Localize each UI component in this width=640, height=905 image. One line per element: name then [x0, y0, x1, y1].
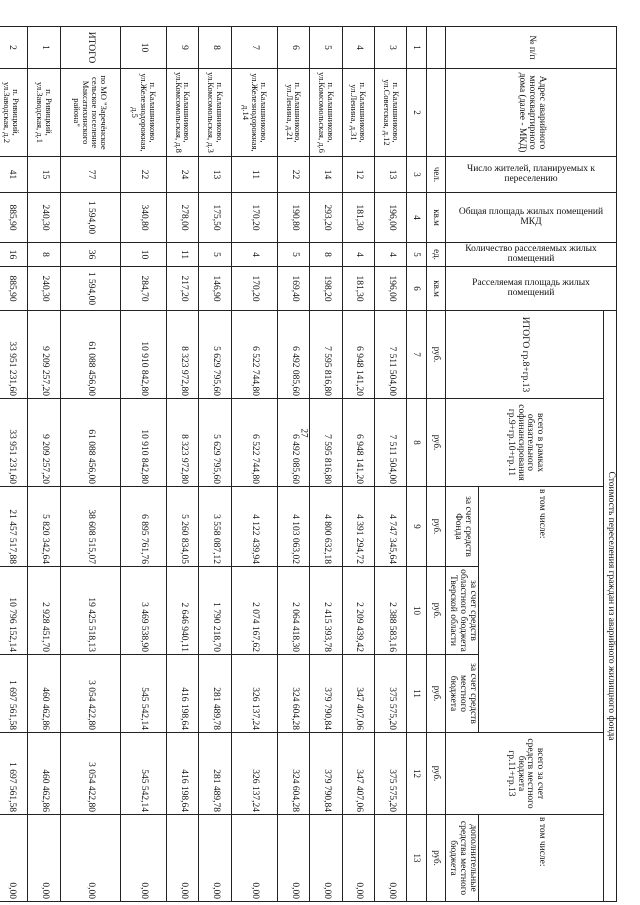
row-number-cell: 4: [342, 27, 374, 69]
table-row: [277, 27, 309, 902]
value-cell-c10: 2 928 451,70: [28, 567, 60, 655]
value-cell-c13: 0,00: [166, 815, 198, 902]
value-cell-c11: 379 790,84: [310, 655, 342, 733]
column-number-cell: 11: [407, 655, 426, 733]
unit-cell: руб.: [426, 399, 445, 487]
value-cell-c6: 1 594,00: [60, 267, 120, 311]
value-cell-c8: 9 209 257,20: [28, 399, 60, 487]
row-number-cell: ИТОГО: [60, 27, 120, 69]
table-row: [166, 27, 198, 902]
value-cell-c4: 181,30: [342, 193, 374, 243]
row-number-cell: 2: [0, 27, 28, 69]
value-cell-c8: 6 948 141,20: [342, 399, 374, 487]
address-cell: п. Ривицкий, ул.Заводская, д.2: [0, 69, 28, 157]
value-cell-c7: 10 910 842,80: [120, 311, 166, 399]
value-cell-c11: 375 575,20: [375, 655, 407, 733]
unit-cell: руб.: [426, 733, 445, 815]
value-cell-c4: 340,80: [120, 193, 166, 243]
unit-cell: кв.м: [426, 267, 445, 311]
address-cell: п. Калашниково, ул.Комсомольская, д.3: [199, 69, 231, 157]
value-cell-c6: 284,70: [120, 267, 166, 311]
value-cell-c3: 13: [199, 157, 231, 193]
value-cell-c3: 12: [342, 157, 374, 193]
value-cell-c12: 1 697 561,58: [0, 733, 28, 815]
header-incl-label: в том числе:: [478, 487, 603, 733]
address-cell: п. Калашниково, ул.Ленина, д.21: [277, 69, 309, 157]
column-number-cell: 1: [407, 27, 426, 69]
value-cell-c10: 2 074 167,62: [231, 567, 277, 655]
address-cell: п. Калашниково, ул.Комсомольская, д.8: [166, 69, 198, 157]
value-cell-c8: 7 595 816,80: [310, 399, 342, 487]
value-cell-c13: 0,00: [120, 815, 166, 902]
value-cell-c8: 5 629 795,60: [199, 399, 231, 487]
value-cell-c4: 885,90: [0, 193, 28, 243]
column-number-cell: 9: [407, 487, 426, 567]
value-cell-c13: 0,00: [231, 815, 277, 902]
value-cell-c5: 8: [28, 243, 60, 267]
header-total: ИТОГО гр.8+гр.13: [446, 311, 604, 399]
column-number-cell: 12: [407, 733, 426, 815]
table-row: [375, 27, 407, 902]
value-cell-c4: 1 594,00: [60, 193, 120, 243]
column-number-cell: 6: [407, 267, 426, 311]
row-number-cell: 6: [277, 27, 309, 69]
column-number-cell: 7: [407, 311, 426, 399]
value-cell-c6: 181,30: [342, 267, 374, 311]
value-cell-c10: 2 388 583,16: [375, 567, 407, 655]
value-cell-c13: 0,00: [342, 815, 374, 902]
value-cell-c7: 9 209 257,20: [28, 311, 60, 399]
value-cell-c6: 217,20: [166, 267, 198, 311]
unit-cell: [426, 27, 445, 69]
header-num: № п/п: [446, 27, 617, 69]
value-cell-c9: 5 820 342,64: [28, 487, 60, 567]
value-cell-c3: 22: [277, 157, 309, 193]
value-cell-c10: 2 415 393,78: [310, 567, 342, 655]
value-cell-c11: 1 697 561,58: [0, 655, 28, 733]
units-row: [426, 27, 445, 902]
value-cell-c13: 0,00: [60, 815, 120, 902]
total-row: [60, 27, 120, 902]
value-cell-c5: 5: [277, 243, 309, 267]
value-cell-c9: 38 608 515,07: [60, 487, 120, 567]
value-cell-c7: 7 595 816,80: [310, 311, 342, 399]
unit-cell: руб.: [426, 487, 445, 567]
table-row: [0, 27, 28, 902]
header-regional: за счет средств областного бюджета Тверской области: [446, 567, 479, 655]
column-number-cell: 8: [407, 399, 426, 487]
value-cell-c4: 293,20: [310, 193, 342, 243]
value-cell-c12: 545 542,14: [120, 733, 166, 815]
value-cell-c8: 10 910 842,80: [120, 399, 166, 487]
value-cell-c5: 11: [166, 243, 198, 267]
value-cell-c7: 5 629 795,60: [199, 311, 231, 399]
value-cell-c6: 146,90: [199, 267, 231, 311]
value-cell-c9: 3 558 087,12: [199, 487, 231, 567]
value-cell-c10: 2 064 418,30: [277, 567, 309, 655]
value-cell-c13: 0,00: [375, 815, 407, 902]
header-extra-local: дополнительные средства местного бюджета: [446, 815, 479, 902]
address-cell: п. Калашниково, ул.Ленина, д.31: [342, 69, 374, 157]
value-cell-c10: 1 790 218,70: [199, 567, 231, 655]
value-cell-c12: 460 462,86: [28, 733, 60, 815]
value-cell-c8: 33 951 231,60: [0, 399, 28, 487]
value-cell-c11: 545 542,14: [120, 655, 166, 733]
value-cell-c3: 22: [120, 157, 166, 193]
value-cell-c8: 6 492 085,60: [277, 399, 309, 487]
column-numbers-row: [407, 27, 426, 902]
value-cell-c9: 4 391 294,72: [342, 487, 374, 567]
value-cell-c8: 7 511 504,00: [375, 399, 407, 487]
value-cell-c4: 278,00: [166, 193, 198, 243]
header-rooms-area: Расселяемая площадь жилых помещений: [446, 267, 617, 311]
value-cell-c10: 2 646 940,11: [166, 567, 198, 655]
value-cell-c11: 416 198,64: [166, 655, 198, 733]
value-cell-c13: 0,00: [0, 815, 28, 902]
value-cell-c5: 4: [375, 243, 407, 267]
value-cell-c7: 61 088 456,00: [60, 311, 120, 399]
value-cell-c12: 3 054 422,80: [60, 733, 120, 815]
header-total-area: Общая площадь жилых помещений МКД: [446, 193, 617, 243]
value-cell-c9: 4 103 063,02: [277, 487, 309, 567]
value-cell-c5: 5: [199, 243, 231, 267]
value-cell-c4: 175,50: [199, 193, 231, 243]
row-number-cell: 10: [120, 27, 166, 69]
value-cell-c12: 324 604,28: [277, 733, 309, 815]
table-row: [310, 27, 342, 902]
header-local-total: всего за счет средств местного бюджета гр.11+гр.13: [446, 733, 604, 815]
address-cell: п. Калашниково, ул.Комсомольская, д.6: [310, 69, 342, 157]
value-cell-c5: 36: [60, 243, 120, 267]
value-cell-c5: 8: [310, 243, 342, 267]
value-cell-c3: 11: [231, 157, 277, 193]
page-number: 27: [299, 428, 310, 438]
value-cell-c12: 326 137,24: [231, 733, 277, 815]
value-cell-c3: 77: [60, 157, 120, 193]
table-row: [199, 27, 231, 902]
column-number-cell: 10: [407, 567, 426, 655]
header-incl-label-2: в том числе:: [478, 815, 603, 902]
value-cell-c7: 33 951 231,60: [0, 311, 28, 399]
value-cell-c9: 5 260 834,05: [166, 487, 198, 567]
unit-cell: руб.: [426, 567, 445, 655]
value-cell-c11: 326 137,24: [231, 655, 277, 733]
value-cell-c9: 6 895 761,76: [120, 487, 166, 567]
row-number-cell: 7: [231, 27, 277, 69]
value-cell-c7: 6 492 085,60: [277, 311, 309, 399]
value-cell-c13: 0,00: [28, 815, 60, 902]
column-number-cell: 13: [407, 815, 426, 902]
table-row: [342, 27, 374, 902]
value-cell-c11: 324 604,28: [277, 655, 309, 733]
value-cell-c6: 196,00: [375, 267, 407, 311]
value-cell-c9: 21 457 517,88: [0, 487, 28, 567]
header-rooms-count: Количество расселяемых жилых помещений: [446, 243, 617, 267]
unit-cell: руб.: [426, 815, 445, 902]
value-cell-c3: 15: [28, 157, 60, 193]
value-cell-c6: 240,30: [28, 267, 60, 311]
row-number-cell: 9: [166, 27, 198, 69]
value-cell-c5: 10: [120, 243, 166, 267]
value-cell-c9: 4 800 632,18: [310, 487, 342, 567]
value-cell-c13: 0,00: [310, 815, 342, 902]
value-cell-c12: 281 489,78: [199, 733, 231, 815]
value-cell-c5: 4: [231, 243, 277, 267]
unit-cell: ед.: [426, 243, 445, 267]
resettlement-cost-table: [0, 26, 617, 902]
header-within-cofinancing: всего в рамках обязательного софинансирования гр.9+гр.10+гр.11: [446, 399, 604, 487]
value-cell-c12: 375 575,20: [375, 733, 407, 815]
rotated-table-page: [2, 26, 617, 901]
unit-cell: руб.: [426, 311, 445, 399]
value-cell-c7: 8 323 972,80: [166, 311, 198, 399]
value-cell-c4: 240,30: [28, 193, 60, 243]
value-cell-c10: 19 425 518,13: [60, 567, 120, 655]
value-cell-c4: 170,20: [231, 193, 277, 243]
value-cell-c9: 4 122 439,94: [231, 487, 277, 567]
value-cell-c10: 3 469 538,90: [120, 567, 166, 655]
column-number-cell: 5: [407, 243, 426, 267]
value-cell-c11: 3 054 422,80: [60, 655, 120, 733]
address-cell: п. Ривицкий, ул.Заводская, д.1: [28, 69, 60, 157]
value-cell-c3: 13: [375, 157, 407, 193]
unit-cell: чел.: [426, 157, 445, 193]
value-cell-c6: 885,90: [0, 267, 28, 311]
value-cell-c10: 10 796 152,14: [0, 567, 28, 655]
row-number-cell: 1: [28, 27, 60, 69]
header-local: за счет средств местного бюджета: [446, 655, 479, 733]
header-address: Адрес аварийного многоквартирного дома (далее - МКД): [446, 69, 617, 157]
value-cell-c3: 14: [310, 157, 342, 193]
value-cell-c11: 460 462,86: [28, 655, 60, 733]
table-row: [120, 27, 166, 902]
value-cell-c11: 347 407,06: [342, 655, 374, 733]
unit-cell: [426, 69, 445, 157]
header-fund: за счет средств Фонда: [446, 487, 479, 567]
value-cell-c9: 4 747 345,64: [375, 487, 407, 567]
value-cell-c12: 347 407,06: [342, 733, 374, 815]
value-cell-c5: 16: [0, 243, 28, 267]
value-cell-c8: 8 323 972,80: [166, 399, 198, 487]
header-residents: Число жителей, планируемых к переселению: [446, 157, 617, 193]
column-number-cell: 3: [407, 157, 426, 193]
value-cell-c4: 190,80: [277, 193, 309, 243]
value-cell-c6: 198,20: [310, 267, 342, 311]
address-cell: по МО "Заречёнское сельское поселение Максатихинского района": [60, 69, 120, 157]
row-number-cell: 3: [375, 27, 407, 69]
value-cell-c7: 7 511 504,00: [375, 311, 407, 399]
value-cell-c13: 0,00: [199, 815, 231, 902]
value-cell-c3: 41: [0, 157, 28, 193]
value-cell-c12: 416 198,64: [166, 733, 198, 815]
value-cell-c7: 6 948 141,20: [342, 311, 374, 399]
value-cell-c8: 6 522 744,80: [231, 399, 277, 487]
value-cell-c6: 169,40: [277, 267, 309, 311]
value-cell-c8: 61 088 456,00: [60, 399, 120, 487]
row-number-cell: 5: [310, 27, 342, 69]
value-cell-c6: 170,20: [231, 267, 277, 311]
address-cell: п. Калашниково, ул.Советская, д.12: [375, 69, 407, 157]
value-cell-c3: 24: [166, 157, 198, 193]
unit-cell: руб.: [426, 655, 445, 733]
table-row: [231, 27, 277, 902]
unit-cell: кв.м: [426, 193, 445, 243]
address-cell: п. Калашниково, ул.Железнодорожная, д.5: [120, 69, 166, 157]
row-number-cell: 8: [199, 27, 231, 69]
value-cell-c5: 4: [342, 243, 374, 267]
header-cost-group: Стоимость переселения граждан из аварийного жилищного фонда: [604, 311, 617, 902]
value-cell-c12: 379 790,84: [310, 733, 342, 815]
value-cell-c10: 2 209 439,42: [342, 567, 374, 655]
value-cell-c4: 196,00: [375, 193, 407, 243]
value-cell-c7: 6 522 744,80: [231, 311, 277, 399]
column-number-cell: 2: [407, 69, 426, 157]
address-cell: п. Калашниково, ул.Железнодорожная, д.14: [231, 69, 277, 157]
column-number-cell: 4: [407, 193, 426, 243]
value-cell-c11: 281 489,78: [199, 655, 231, 733]
table-row: [28, 27, 60, 902]
value-cell-c13: 0,00: [277, 815, 309, 902]
